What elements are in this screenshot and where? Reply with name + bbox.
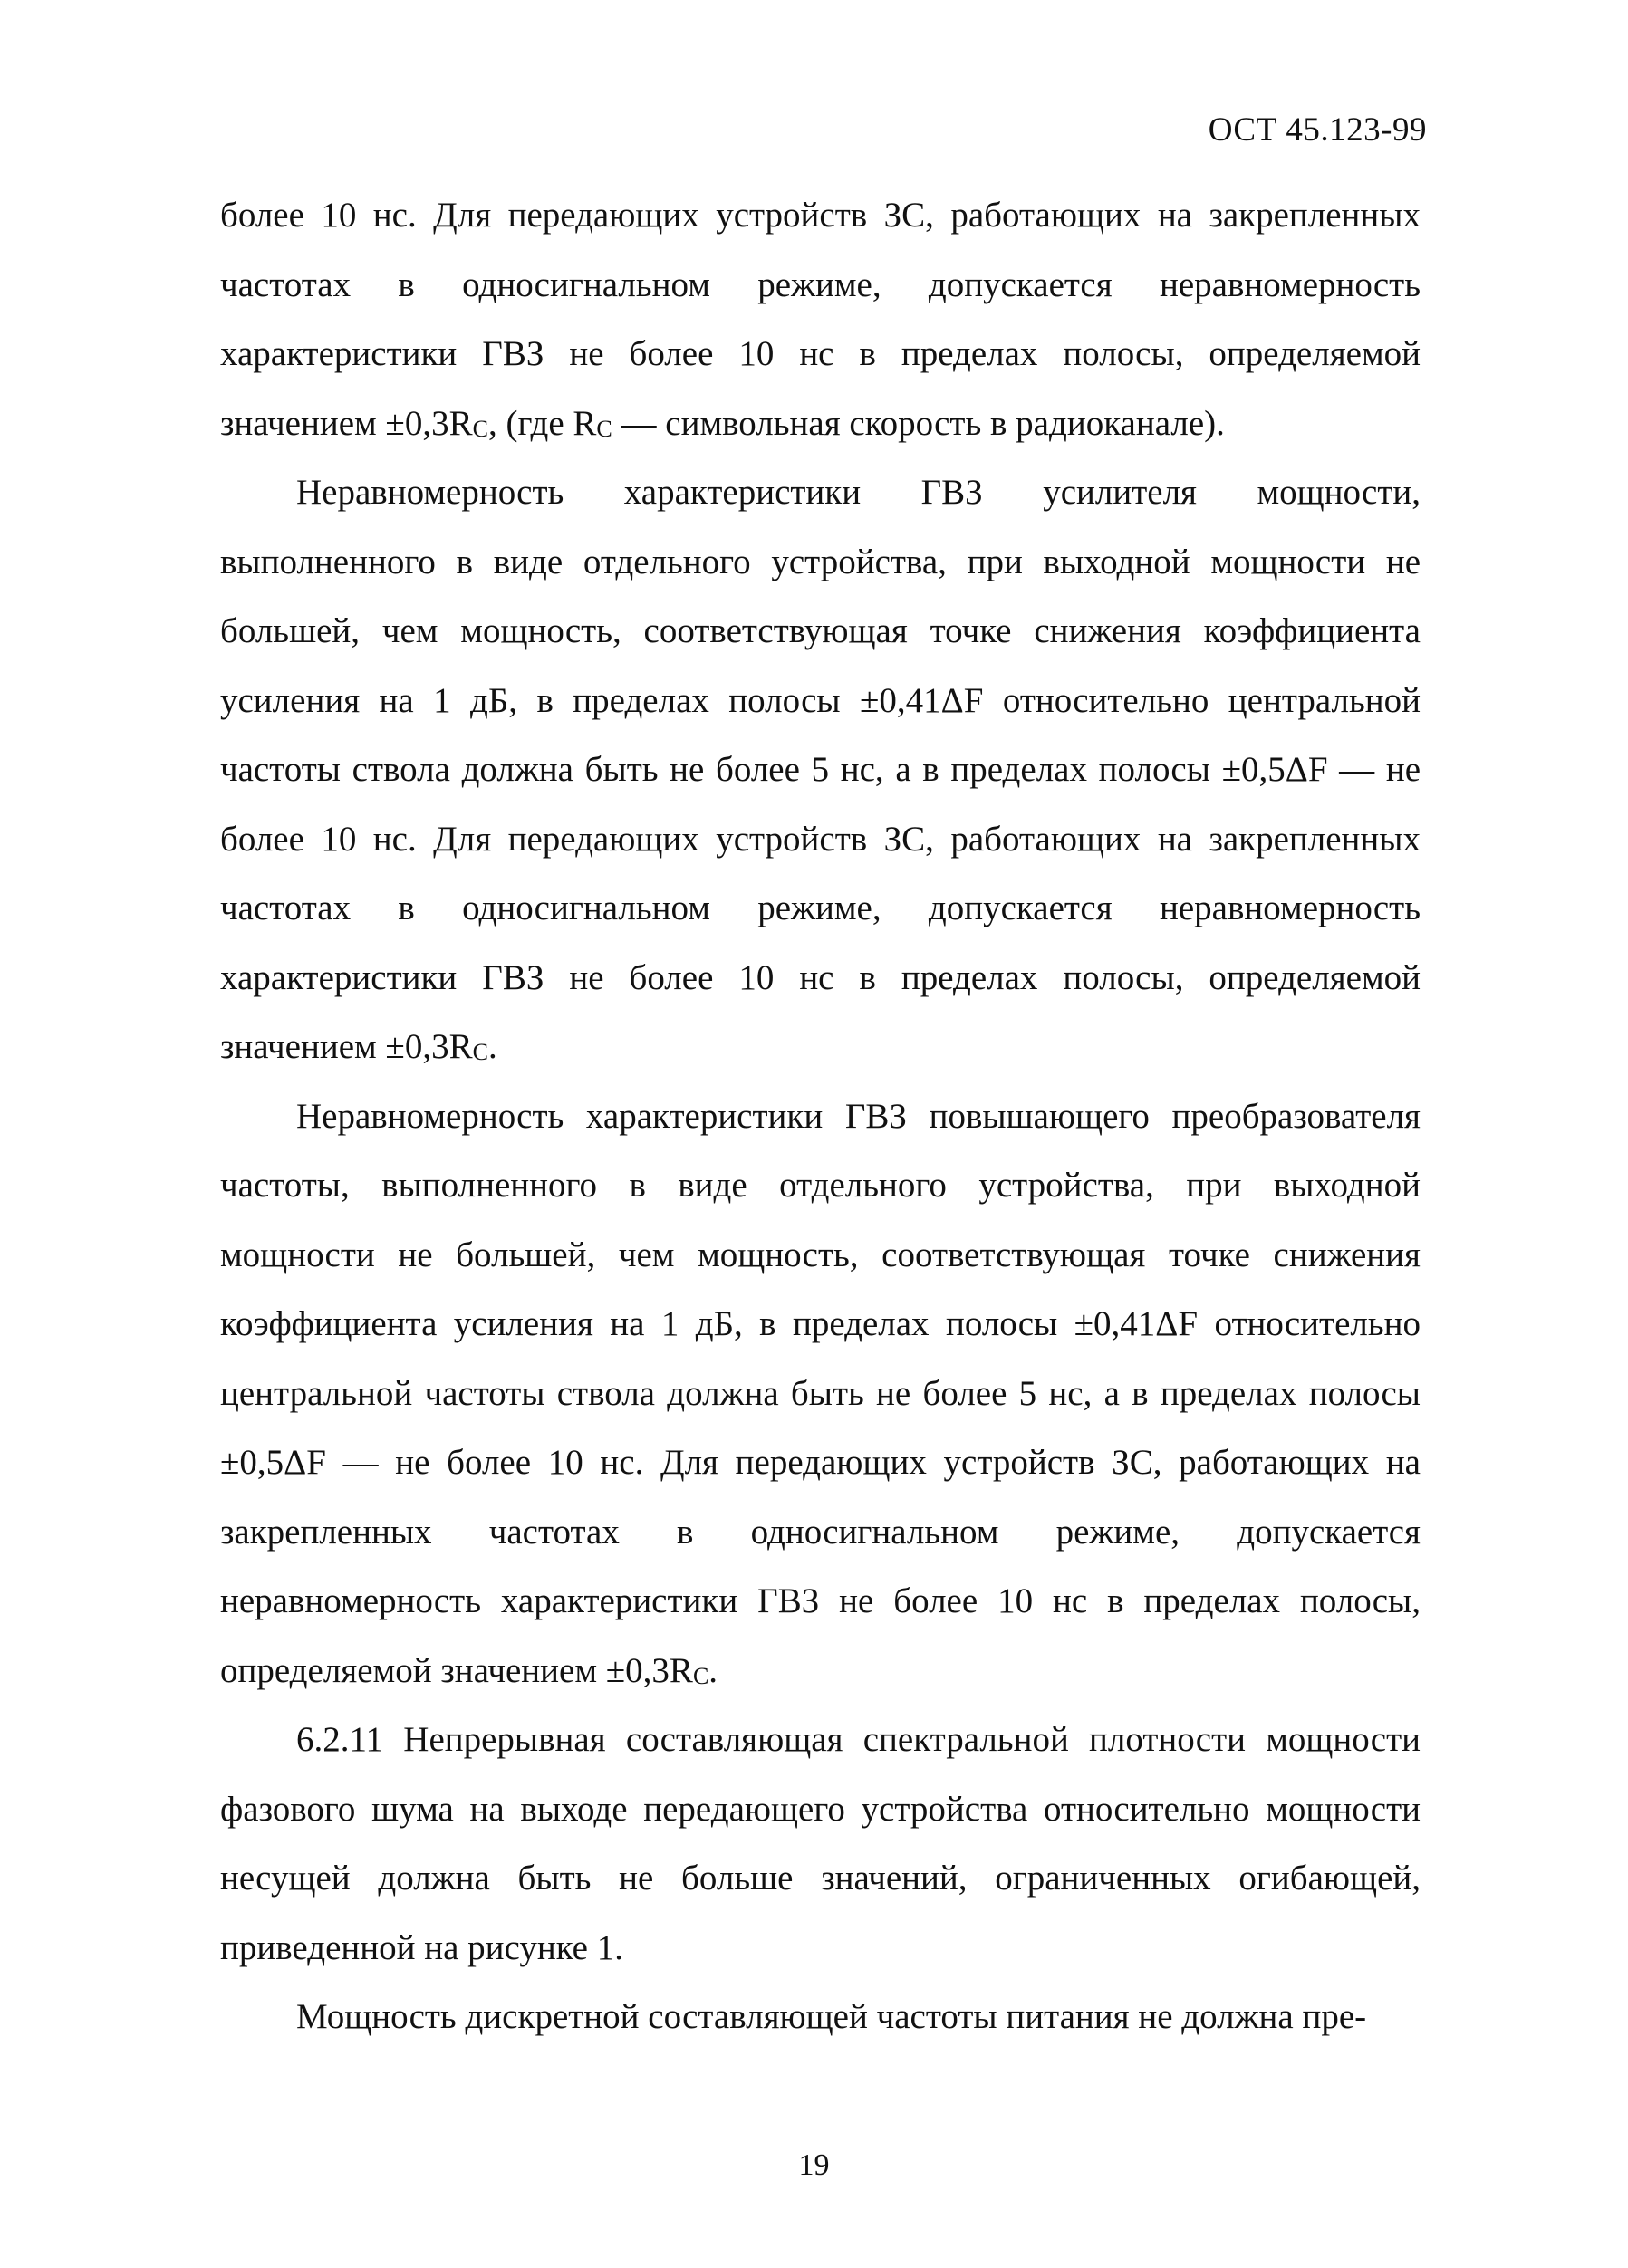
paragraph-section-6-2-11: 6.2.11 Непрерывная составляющая спектральной плотности мощности фазового шума на выходе передающего устройства относительно мощности несущей должна быть не больше значений, ограниченных огибающей, приведенной на рисунке 1. bbox=[220, 1720, 1421, 1967]
paragraph-1: более 10 нс. Для передающих устройств ЗС, работающих на закрепленных частотах в односигнальном режиме, допускается неравномерность характеристики ГВЗ не более 10 нс в пределах полосы, определяемой значением $\pm 0,3R_C$, (где $R_C$ — символьная скорость в радиоканале). bbox=[220, 196, 1421, 443]
paragraph-2: Неравномерность характеристики ГВЗ усилителя мощности, выполненного в виде отдельного устройства, при выходной мощности не большей, чем мощность, соответствующая точке снижения коэффициента усиления на 1 дБ, в пределах полосы ±0,41ΔF относительно центральной частоты ствола должна быть не более 5 нс, а в пределах полосы ±0,5ΔF — не более 10 нс. Для передающих устройств ЗС, работающих на закрепленных частотах в односигнальном режиме, допускается неравномерность характеристики ГВЗ не более 10 нс в пределах полосы, определяемой значением $\pm 0,3R_C$. bbox=[220, 473, 1421, 1066]
document-code: ОСТ 45.123-99 bbox=[1208, 111, 1427, 149]
paragraph-3: Неравномерность характеристики ГВЗ повышающего преобразователя частоты, выполненного в виде отдельного устройства, при выходной мощности не большей, чем мощность, соответствующая точке снижения коэффициента усиления на 1 дБ, в пределах полосы ±0,41ΔF относительно центральной частоты ствола должна быть не более 5 нс, а в пределах полосы ±0,5ΔF — не более 10 нс. Для передающих устройств ЗС, работающих на закрепленных частотах в односигнальном режиме, допускается неравномерность характеристики ГВЗ не более 10 нс в пределах полосы, определяемой значением $\pm 0,3R_C$. bbox=[220, 1096, 1421, 1690]
paragraph-5: Мощность дискретной составляющей частоты питания не должна пре- bbox=[296, 1997, 1367, 2036]
body-text bbox=[220, 181, 1421, 2052]
page-number: 19 bbox=[798, 2148, 830, 2182]
